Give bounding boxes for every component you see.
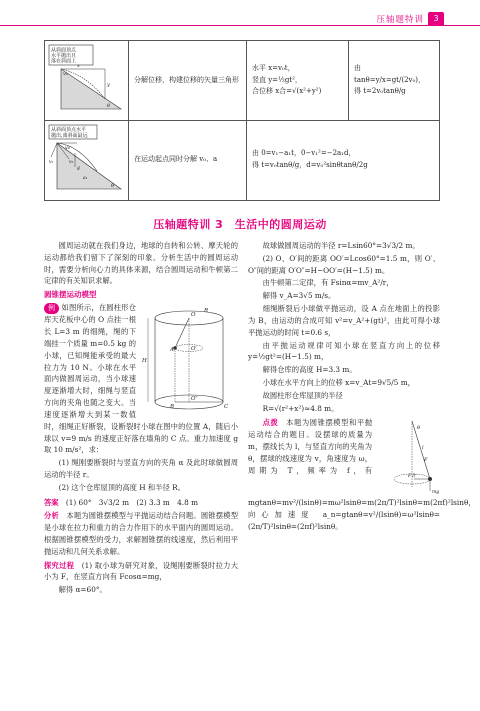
svg-text:g: g bbox=[77, 165, 80, 171]
solution-line-3: 由牛顿第二定律，有 Fsinα=mv_A²/r， bbox=[262, 278, 394, 288]
pendulum-force-figure bbox=[376, 417, 440, 495]
row2-formula-1: 由 0=v₁−a₁t，0−v₁²=−2a₁d， bbox=[252, 149, 356, 158]
solution-line-1: 故球做圆周运动的半径 r=Lsin60°=3√3/2 m。 bbox=[262, 241, 420, 250]
svg-text:从斜面顶点: 从斜面顶点 bbox=[51, 47, 77, 54]
svg-text:C: C bbox=[224, 404, 229, 411]
svg-text:水平抛出且: 水平抛出且 bbox=[51, 53, 77, 59]
svg-text:H: H bbox=[142, 358, 147, 365]
process-text: (1) 取小球为研究对象，设绳刚要断裂时拉力大小为 F，在竖直方向有 Fcosα=mg， bbox=[44, 560, 239, 582]
analysis-text: 本题为圆锥摆模型与平抛运动结合问题。圆锥摆模型是小球在拉力和重力的合力作用下的水平面内的圆周运动。根据圆锥摆模型的受力，求解圆锥摆的线速度，然后利用平抛运动和几何关系求解。 bbox=[44, 511, 239, 556]
svg-text:A: A bbox=[170, 347, 174, 354]
svg-text:抛出,离斜面最远: 抛出,离斜面最远 bbox=[51, 132, 88, 139]
tip-text: 本题为圆锥摆模型和平抛运动结合的题目。设摆球的质量为 m，摆线长为 l，与竖直方向的夹角为 θ，摆球的线速度为 v，角速度为 ω，周期为 T，频率为 f，有 mgtanθ=mv²/(lsinθ)=mω²lsinθ=m(2π/T)²lsinθ=m(2πf)²lsinθ，向心加速度 a_n=gtanθ=v²/(lsinθ)=ω²lsinθ=(2π/T)²lsinθ=(2πf)²lsinθ。 bbox=[248, 418, 476, 531]
solution-line-6: 由平抛运动规律可知小球在竖直方向上的位移 y=½gt²=(H−1.5) m， bbox=[248, 340, 440, 362]
solution-line-2: (2) O、O′间的距离 OO′=Lcos60°=1.5 m，则 O′、O″间的距离 O′O″=H−OO′=(H−1.5) m。 bbox=[248, 253, 440, 275]
row2-formula-2: 得 t=v₀tanθ/g，d=v₀²sinθtanθ/2g bbox=[252, 161, 368, 170]
svg-text:落在斜面上: 落在斜面上 bbox=[51, 58, 77, 65]
projectile-method-table bbox=[44, 40, 440, 201]
question-1: (1) 绳刚要断裂时与竖直方向的夹角 α 及此时球做圆周运动的半径 r。 bbox=[44, 458, 238, 479]
conical-pendulum-figure bbox=[140, 304, 238, 416]
model-subhead: 圆锥摆运动模型 bbox=[44, 290, 97, 300]
svg-text:θ: θ bbox=[417, 425, 421, 432]
svg-text:v₀: v₀ bbox=[63, 71, 68, 77]
solution-line-7: 解得仓库的高度 H=3.3 m。 bbox=[262, 365, 357, 375]
solve-line: 解得 α=60°。 bbox=[58, 585, 107, 595]
solution-line-8: 小球在水平方向上的位移 x=v_At=9√5/5 m， bbox=[262, 377, 415, 387]
row1-formula-3: 合位移 x合=√(x²+y²) bbox=[252, 87, 322, 96]
row2-method: 在运动起点同时分解 v₀、a bbox=[129, 120, 247, 200]
row2-formulas bbox=[247, 120, 440, 200]
section-title: 压轴题特训 3 生活中的圆周运动 bbox=[153, 218, 327, 231]
example-text: 如图所示，在圆柱形仓库天花板中心的 O 点挂一根长 L=3 m 的细绳，绳的下端挂一个质量 m=0.5 kg 的小球，已知绳能承受的最大拉力为 10 N。小球在水平面内做圆周运动，当小球速度逐渐增大时，细绳与竖直方向的夹角也随之变大。当速度逐渐增大到某一数值时，细绳正好断裂，设断裂时小球在图中的位置 A，随后小球以 v=9 m/s 的速度正好落在墙角的 C 点。重力加速度 g 取 10 m/s²，求： bbox=[44, 303, 238, 455]
svg-text:F: F bbox=[424, 457, 428, 464]
solution-line-5: 细绳断裂后小球做平抛运动，设 A 点在地面上的投影为 B，由运动的合成可知 v²=v_A²+(gt)²，由此可得小球平抛运动的时间 t=0.6 s， bbox=[248, 304, 440, 337]
svg-text:v₀: v₀ bbox=[65, 144, 70, 151]
svg-text:R: R bbox=[204, 308, 209, 315]
row1-result-2: 得 t=2v₀tanθ/g bbox=[354, 87, 406, 96]
svg-text:a₁: a₁ bbox=[83, 175, 88, 181]
row1-result bbox=[349, 41, 440, 121]
answer-label: 答案 bbox=[44, 497, 59, 507]
header-rule bbox=[0, 25, 480, 26]
svg-text:l: l bbox=[422, 445, 424, 452]
row2-diagram-cell bbox=[45, 120, 129, 200]
row1-method: 分解位移，构建位移的矢量三角形 bbox=[129, 41, 247, 121]
question-2: (2) 这个仓库屋顶的高度 H 和半径 R。 bbox=[58, 482, 185, 492]
svg-text:v₁: v₁ bbox=[49, 159, 54, 165]
incline-farthest-diagram bbox=[47, 123, 125, 193]
row1-formula-2: 竖直 y=½gt²， bbox=[252, 75, 302, 84]
tip-label: 点拨 bbox=[262, 418, 279, 428]
row1-diagram-cell bbox=[45, 41, 129, 121]
solution-line-4: 解得 v_A=3√5 m/s。 bbox=[262, 291, 336, 301]
tip-block bbox=[248, 417, 476, 532]
answer-text: (1) 60° 3√3/2 m (2) 3.3 m 4.8 m bbox=[65, 497, 198, 507]
example-tag: 例 bbox=[44, 303, 59, 314]
svg-text:O″: O″ bbox=[191, 396, 198, 403]
example-block bbox=[44, 302, 238, 456]
process-label: 探究过程 bbox=[44, 560, 75, 570]
svg-text:从斜面顶点水平: 从斜面顶点水平 bbox=[51, 126, 87, 133]
page-number: 3 bbox=[428, 12, 444, 26]
svg-text:θ: θ bbox=[107, 103, 111, 109]
intro-paragraph: 圆周运动就在我们身边，地球的自转和公转、摩天轮的运动都给我们留下了深刻的印象。分析生活中的圆周运动时，需要分析向心力的具体来源，结合圆周运动和牛顿第二定律的有关知识求解。 bbox=[44, 241, 238, 286]
row1-formulas bbox=[247, 41, 349, 121]
incline-landing-diagram bbox=[47, 43, 125, 113]
row1-result-1: 由 tanθ=y/x=gt/(2v₀)， bbox=[354, 63, 426, 84]
svg-text:F合: F合 bbox=[408, 474, 416, 480]
analysis-label: 分析 bbox=[44, 511, 59, 521]
svg-text:x: x bbox=[77, 63, 80, 69]
svg-text:O′: O′ bbox=[191, 346, 197, 353]
svg-text:y: y bbox=[107, 82, 110, 88]
running-header-title: 压轴题特训 bbox=[376, 15, 424, 25]
solution-line-10: R=√(r²+x²)≈4.8 m。 bbox=[262, 403, 339, 413]
svg-text:O: O bbox=[191, 312, 196, 319]
svg-text:B: B bbox=[170, 404, 175, 411]
svg-text:mg: mg bbox=[432, 490, 440, 496]
svg-text:v₂: v₂ bbox=[69, 159, 74, 165]
row1-formula-1: 水平 x=v₀t， bbox=[252, 63, 295, 72]
svg-text:θ: θ bbox=[111, 182, 115, 189]
right-column bbox=[248, 240, 476, 534]
solution-line-9: 故圆柱形仓库屋顶的半径 bbox=[262, 390, 343, 400]
left-column bbox=[44, 240, 238, 597]
